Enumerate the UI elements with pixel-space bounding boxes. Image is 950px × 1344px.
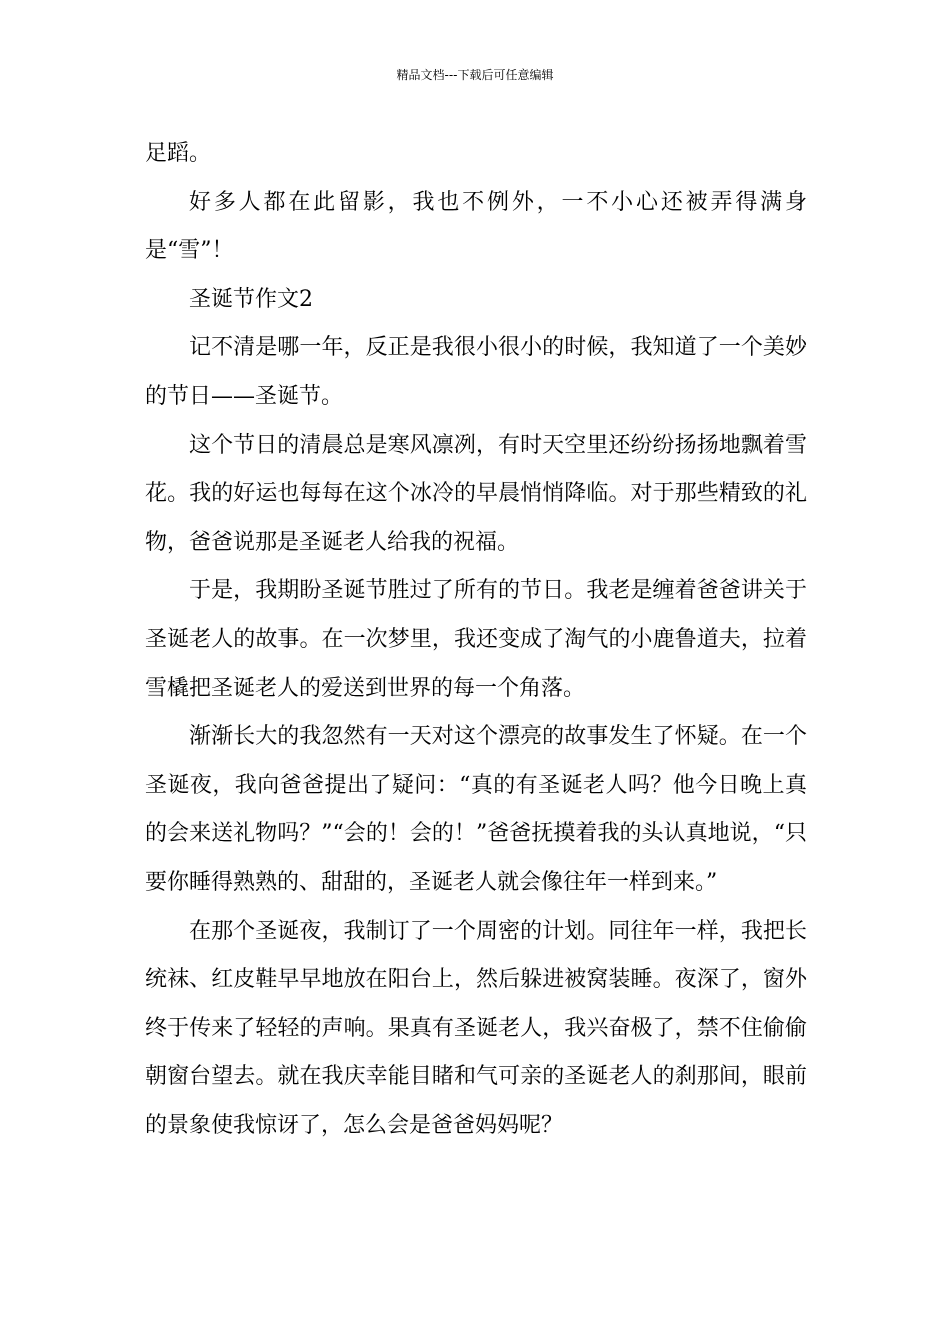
paragraph: 于是，我期盼圣诞节胜过了所有的节日。我老是缠着爸爸讲关于圣诞老人的故事。在一次梦里，我还变成了淘气的小鹿鲁道夫，拉着雪橇把圣诞老人的爱送到世界的每一个角落。 [145, 578, 807, 701]
paragraph: 在那个圣诞夜，我制订了一个周密的计划。同往年一样，我把长统袜、红皮鞋早早地放在阳台上，然后躲进被窝装睡。夜深了，窗外终于传来了轻轻的声响。果真有圣诞老人，我兴奋极了，禁不住偷偷朝窗台望去。就在我庆幸能目睹和气可亲的圣诞老人的刹那间，眼前的景象使我惊讶了，怎么会是爸爸妈妈呢？ [145, 918, 807, 1138]
paragraph: 足蹈。 [145, 141, 212, 166]
section-title: 圣诞节作文2 [189, 286, 313, 312]
paragraph: 好多人都在此留影，我也不例外，一不小心还被弄得满身是“雪”！ [145, 189, 807, 264]
document-body [145, 130, 807, 1150]
paragraph: 这个节日的清晨总是寒风凛冽，有时天空里还纷纷扬扬地飘着雪花。我的好运也每每在这个冰冷的早晨悄悄降临。对于那些精致的礼物，爸爸说那是圣诞老人给我的祝福。 [145, 432, 807, 555]
page-header: 精品文档---下载后可任意编辑 [396, 68, 554, 82]
paragraph: 记不清是哪一年，反正是我很小很小的时候，我知道了一个美妙的节日——圣诞节。 [145, 335, 807, 409]
paragraph: 渐渐长大的我忽然有一天对这个漂亮的故事发生了怀疑。在一个圣诞夜，我向爸爸提出了疑问：“真的有圣诞老人吗？他今日晚上真的会来送礼物吗？”“会的！会的！”爸爸抚摸着我的头认真地说，“只要你睡得熟熟的、甜甜的，圣诞老人就会像往年一样到来。” [145, 724, 807, 895]
